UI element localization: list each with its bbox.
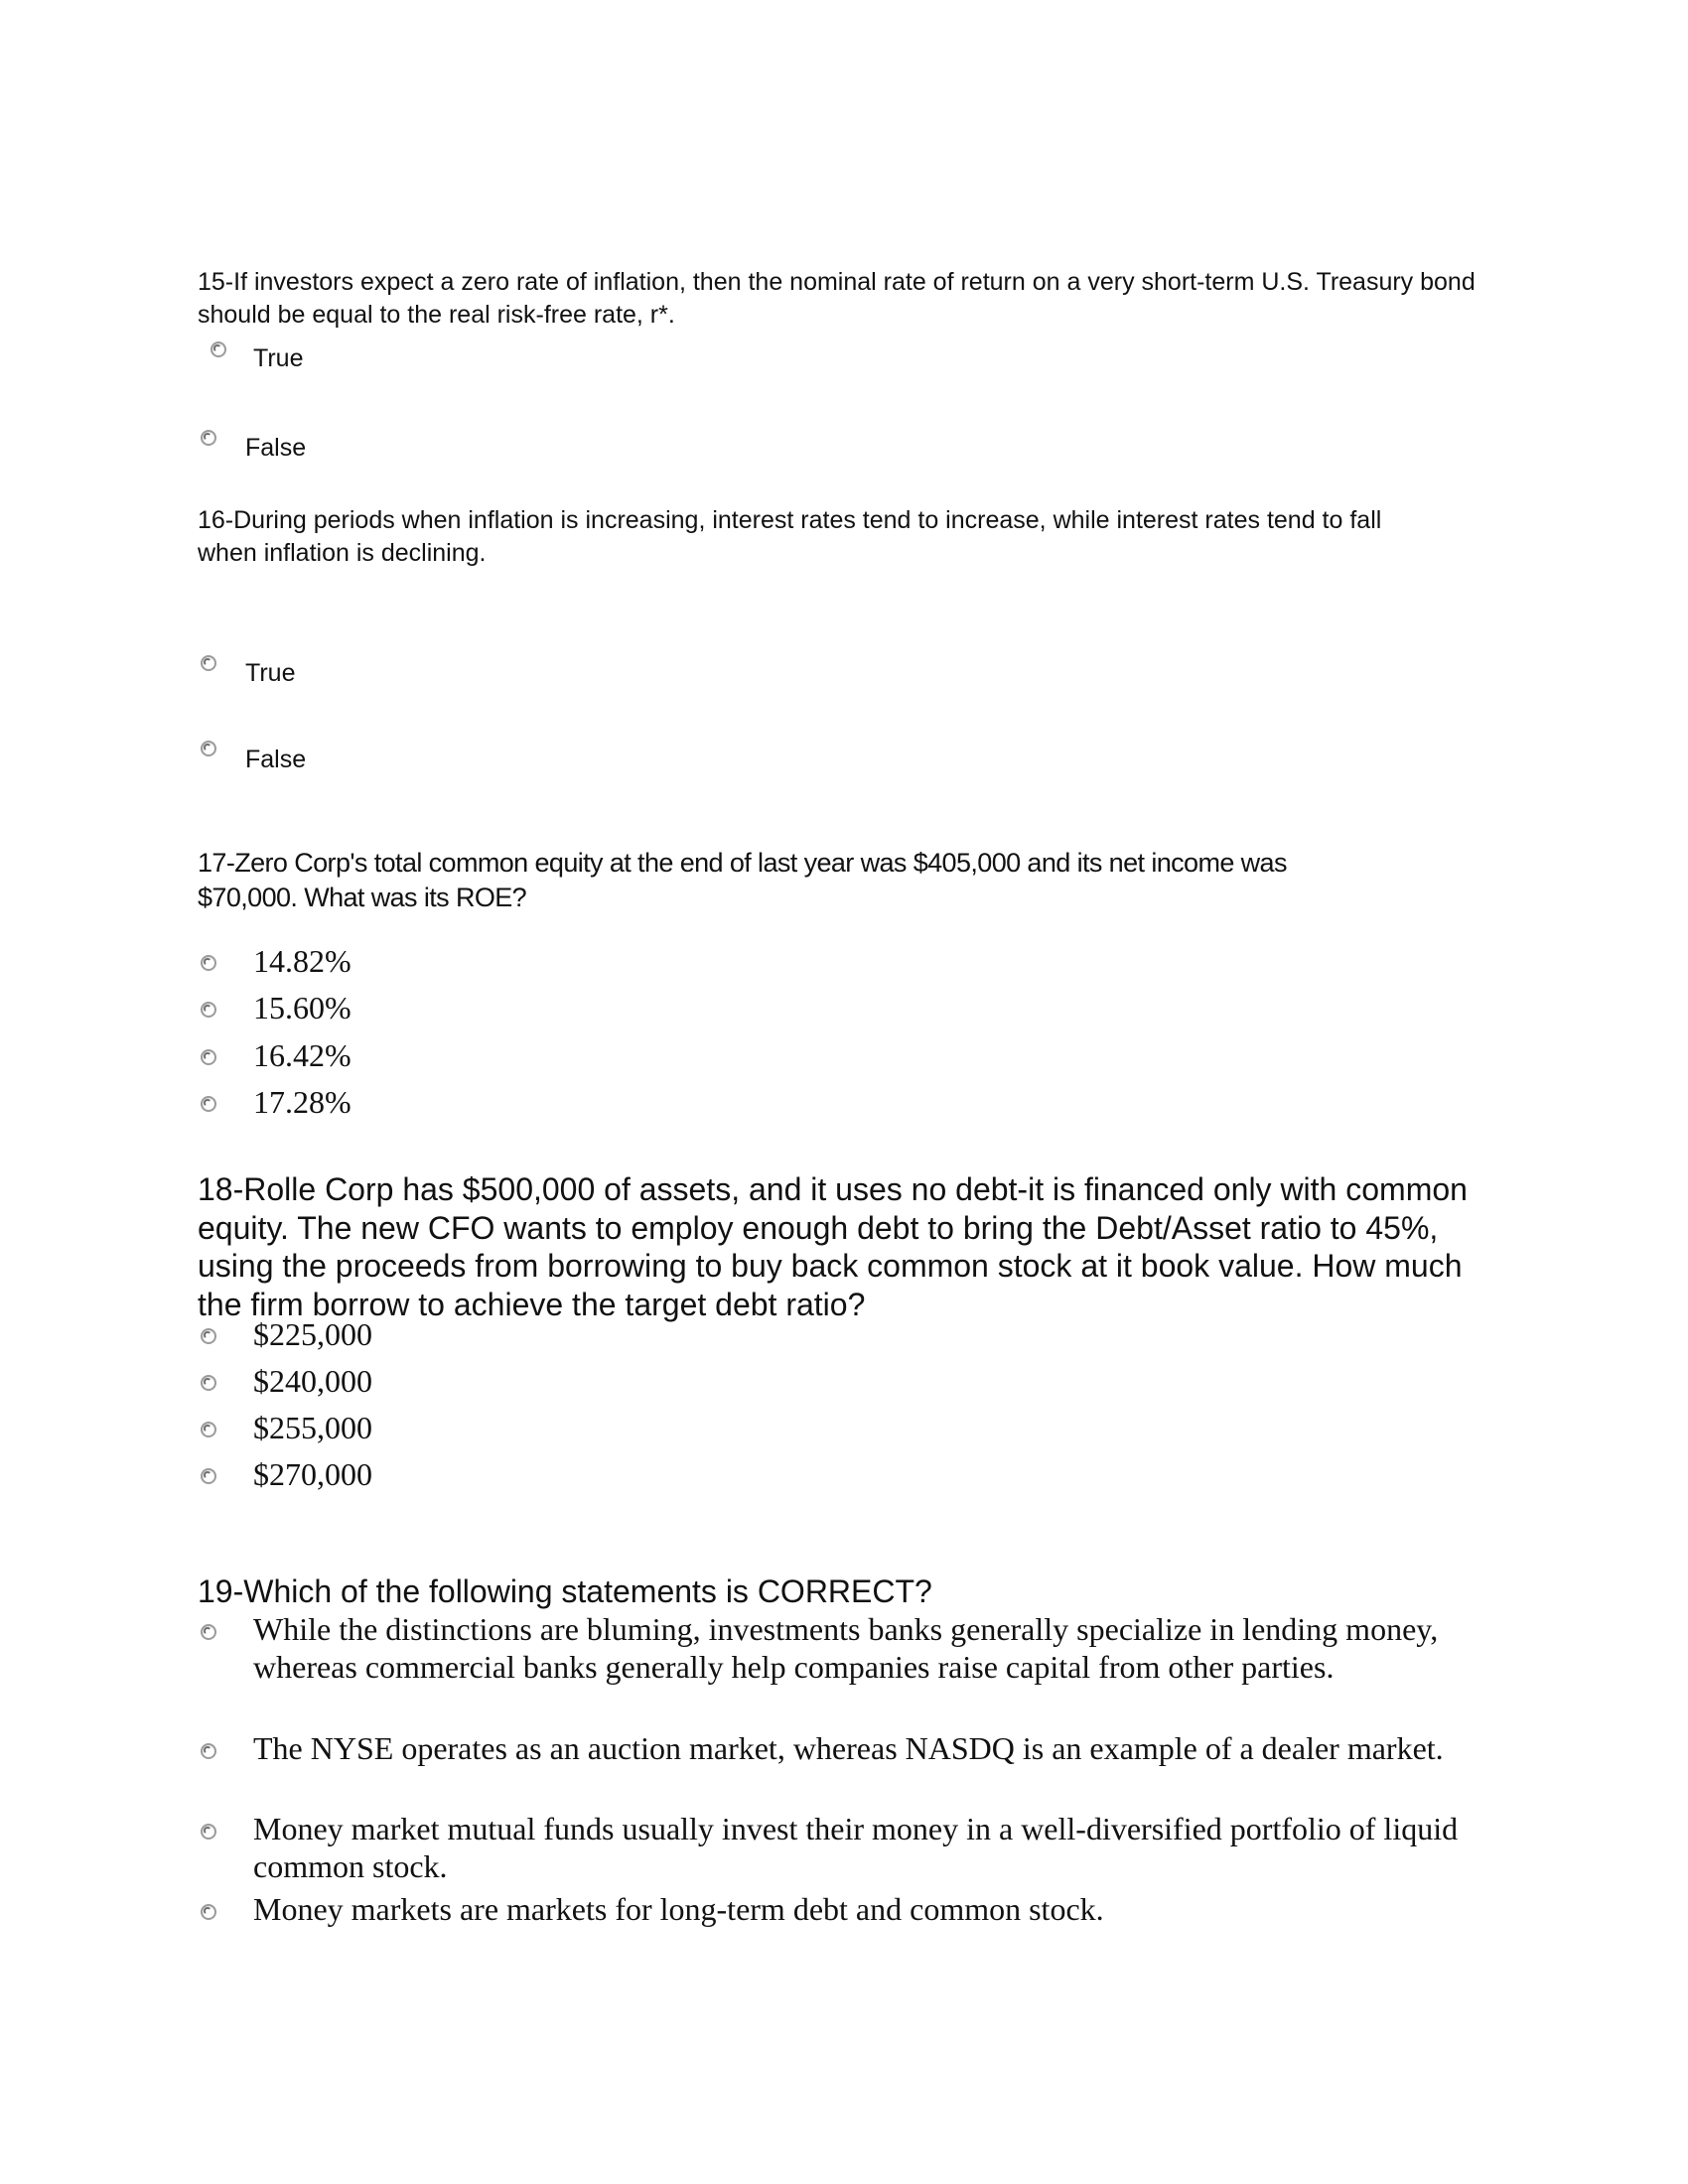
q19-option-b-radio[interactable] xyxy=(201,1743,216,1759)
q19-option-a-label: While the distinctions are bluming, investments banks generally specialize in lending money, whereas commercial banks generally help companies raise capital from other parties. xyxy=(253,1611,1439,1685)
q18-option-d-label: $270,000 xyxy=(253,1456,372,1492)
q19-option-d-label: Money markets are markets for long-term debt and common stock. xyxy=(253,1891,1104,1927)
q19-option-c-label: Money market mutual funds usually invest their money in a well-diversified portfolio of liquid common stock. xyxy=(253,1811,1459,1884)
q19-option-a-radio[interactable] xyxy=(201,1624,216,1640)
q16-option-true-radio[interactable] xyxy=(201,655,216,671)
question-15 xyxy=(198,266,1488,332)
q18-option-d-radio[interactable] xyxy=(201,1468,216,1484)
q18-option-b-radio[interactable] xyxy=(201,1375,216,1391)
question-16-text: 16-During periods when inflation is increasing, interest rates tend to increase, while interest rates tend to fall when inflation is declining. xyxy=(198,506,1382,567)
q17-option-c-label: 16.42% xyxy=(253,1037,352,1073)
q18-option-a-radio[interactable] xyxy=(201,1328,216,1344)
question-15-text: 15-If investors expect a zero rate of inflation, then the nominal rate of return on a very short-term U.S. Treasury bond should be equal to the real risk-free rate, r*. xyxy=(198,268,1476,329)
q15-option-false-label: False xyxy=(245,434,307,462)
q17-option-a-label: 14.82% xyxy=(253,943,352,979)
question-19 xyxy=(198,1572,1290,1610)
q15-option-false-radio[interactable] xyxy=(201,430,216,446)
q17-option-d-label: 17.28% xyxy=(253,1084,352,1120)
q15-option-true-radio[interactable] xyxy=(211,341,226,357)
q17-option-d-radio[interactable] xyxy=(201,1096,216,1112)
q18-option-b-label: $240,000 xyxy=(253,1363,372,1399)
q17-option-b-radio[interactable] xyxy=(201,1002,216,1018)
q17-option-c-radio[interactable] xyxy=(201,1049,216,1065)
question-17-text: 17-Zero Corp's total common equity at the end of last year was $405,000 and its net income was $70,000. What was its ROE? xyxy=(198,848,1287,912)
q17-option-a-radio[interactable] xyxy=(201,955,216,971)
q19-option-d-radio[interactable] xyxy=(201,1904,216,1920)
question-19-text: 19-Which of the following statements is CORRECT? xyxy=(198,1573,932,1609)
q15-option-true-label: True xyxy=(253,344,304,372)
question-18-text: 18-Rolle Corp has $500,000 of assets, and it uses no debt-it is financed only with common equity. The new CFO wants to employ enough debt to bring the Debt/Asset ratio to 45%, using the proceeds from borrowing to buy back common stock at it book value. How much the firm borrow to achieve the target debt ratio? xyxy=(198,1171,1468,1322)
q18-option-c-radio[interactable] xyxy=(201,1422,216,1437)
question-16 xyxy=(198,504,1389,570)
question-18 xyxy=(198,1170,1488,1323)
q18-option-c-label: $255,000 xyxy=(253,1410,372,1445)
q18-option-a-label: $225,000 xyxy=(253,1316,372,1352)
q16-option-true-label: True xyxy=(245,659,296,687)
question-17 xyxy=(198,846,1389,915)
q19-option-c-radio[interactable] xyxy=(201,1824,216,1840)
q16-option-false-radio[interactable] xyxy=(201,741,216,756)
q16-option-false-label: False xyxy=(245,746,307,773)
q19-option-b-label: The NYSE operates as an auction market, whereas NASDQ is an example of a dealer market. xyxy=(253,1730,1444,1766)
q17-option-b-label: 15.60% xyxy=(253,990,352,1025)
